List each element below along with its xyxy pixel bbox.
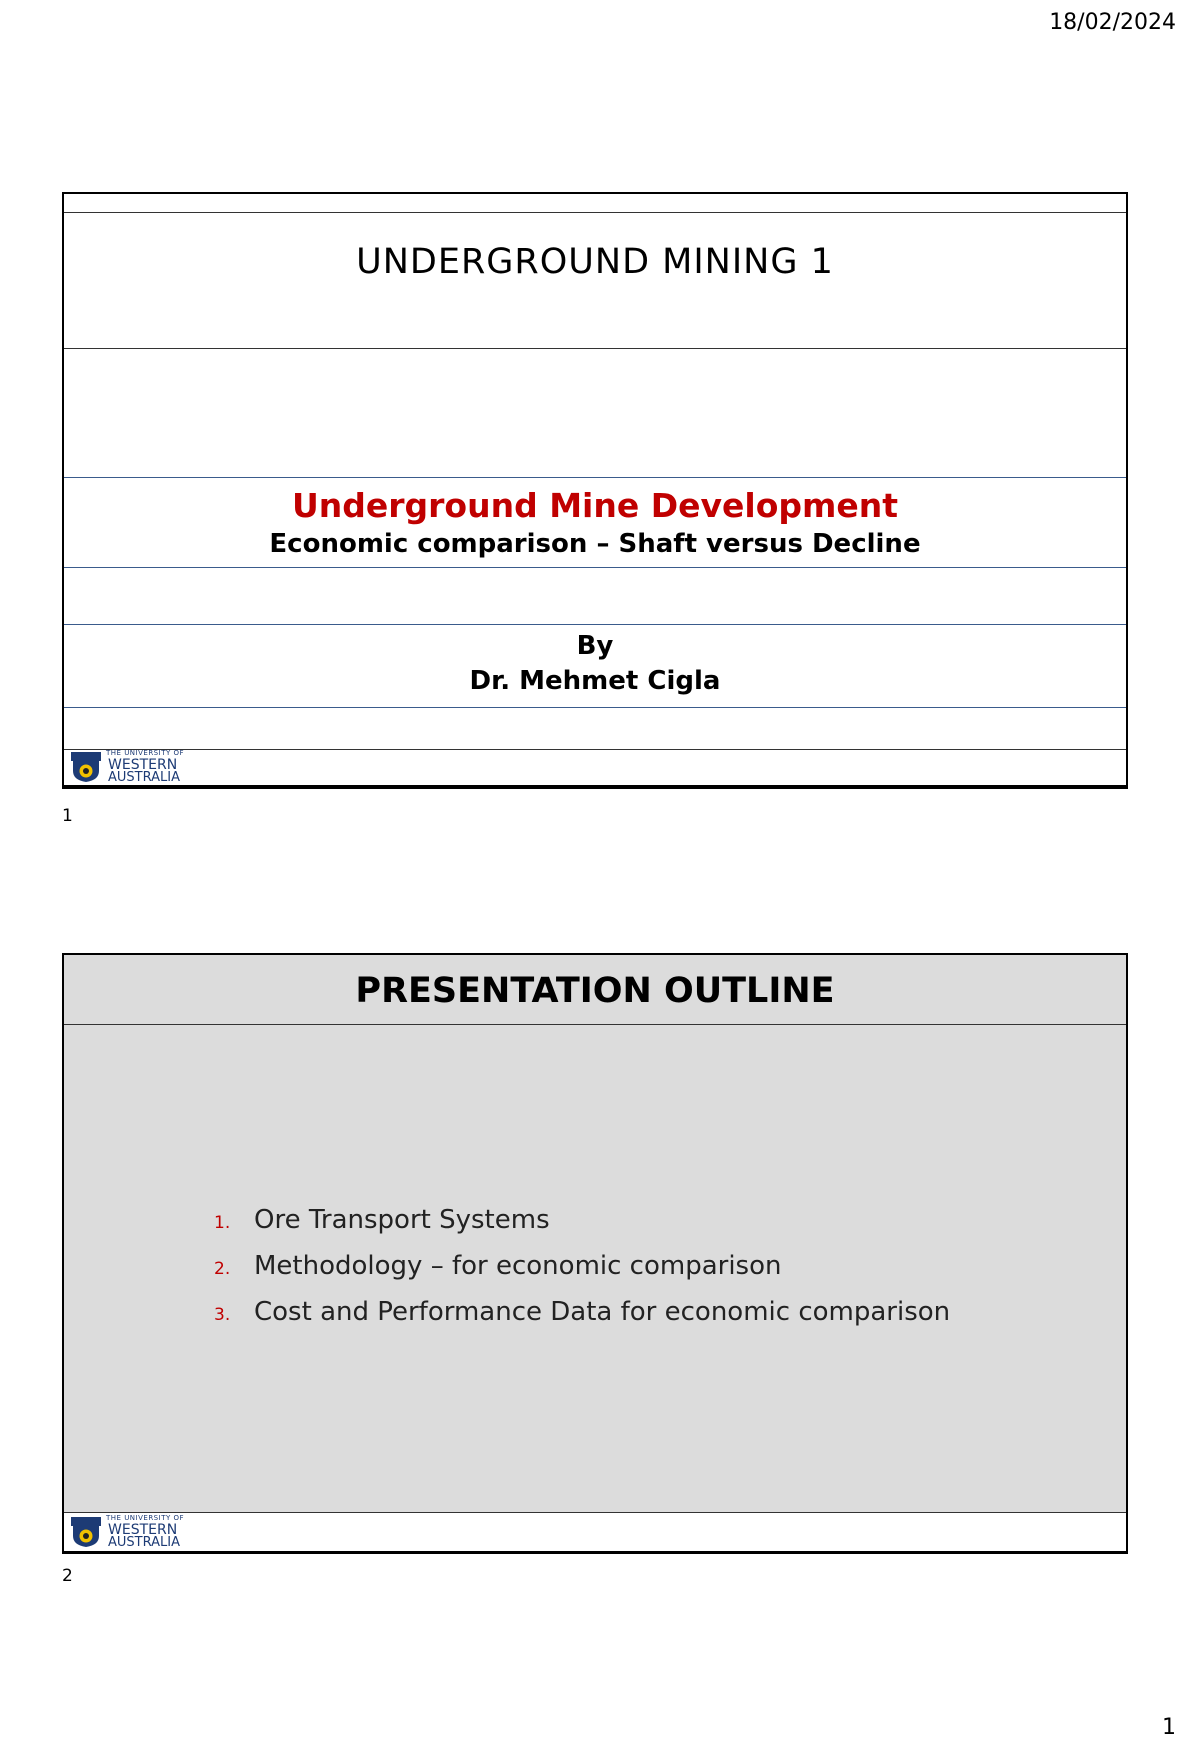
list-item-text: Methodology – for economic comparison [254,1251,782,1281]
list-item [214,1205,950,1251]
slide-1-by: By [576,631,614,661]
list-item-number: 2. [214,1259,231,1279]
logo-line2: WESTERN [108,757,178,773]
divider [64,477,1126,478]
slide-1-subtitle-red: Underground Mine Development [291,486,899,525]
slide-1-title: UNDERGROUND MINING 1 [356,242,834,282]
slide-2-number: 2 [62,1566,73,1586]
slide-2-footer [64,1512,1126,1551]
divider [64,707,1126,708]
divider [64,624,1126,625]
outline-list [214,1205,950,1343]
divider [64,212,1126,213]
slide-1-subtitle: Economic comparison – Shaft versus Decline [269,529,921,559]
list-item-text: Ore Transport Systems [254,1205,550,1235]
slide-2 [62,953,1128,1554]
page-number: 1 [1162,1715,1176,1740]
logo-line1: THE UNIVERSITY OF [106,749,185,757]
logo-line3: AUSTRALIA [108,1535,180,1550]
list-item [214,1251,950,1297]
slide-2-title: PRESENTATION OUTLINE [355,971,835,1011]
divider [64,348,1126,349]
divider [64,567,1126,568]
print-date: 18/02/2024 [1049,10,1176,35]
divider [64,749,1126,750]
list-item-text: Cost and Performance Data for economic comparison [254,1297,951,1327]
list-item-number: 3. [214,1305,231,1325]
logo-line3: AUSTRALIA [108,770,180,785]
uwa-logo [70,1514,198,1550]
uwa-logo [70,749,198,785]
crest-icon [70,1516,102,1548]
list-item-number: 1. [214,1213,231,1233]
slide-1-number: 1 [62,806,73,826]
divider [64,1024,1126,1025]
logo-line2: WESTERN [108,1522,178,1538]
list-item [214,1297,950,1343]
crest-icon [70,751,102,783]
slide-1 [62,192,1128,789]
slide-1-author: Dr. Mehmet Cigla [469,666,721,696]
logo-line1: THE UNIVERSITY OF [106,1514,185,1522]
